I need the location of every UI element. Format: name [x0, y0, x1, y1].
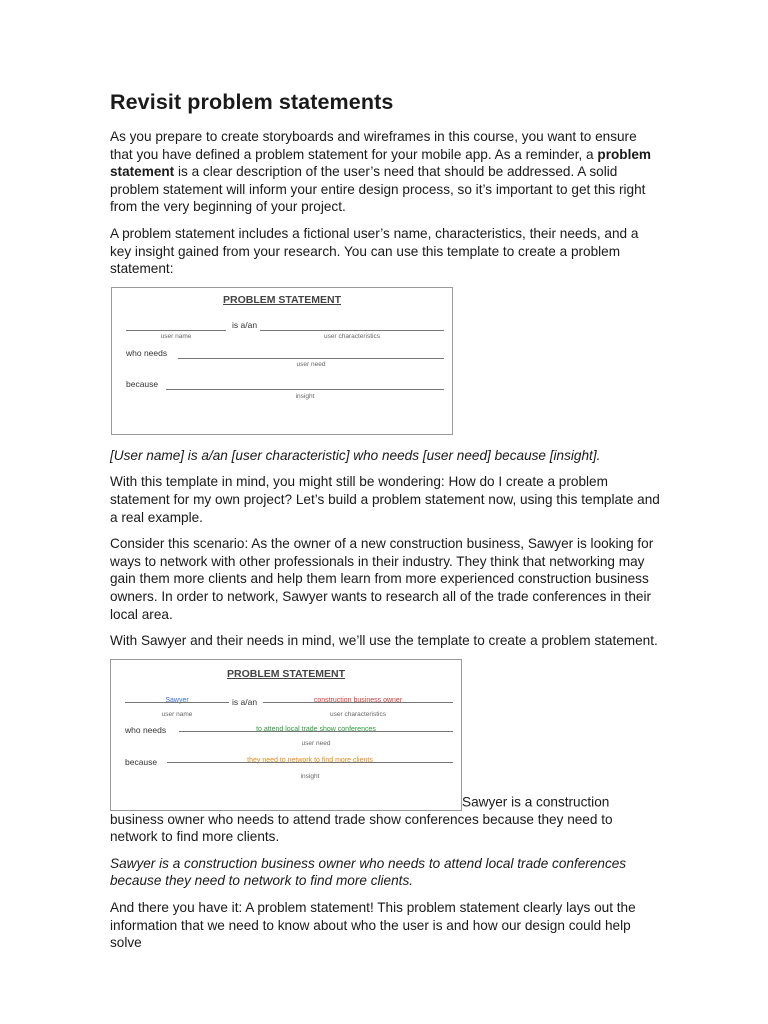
example-figure-title: PROBLEM STATEMENT — [226, 667, 346, 680]
problem-statement-example-figure — [110, 659, 462, 811]
is-a-label: is a/an — [232, 319, 258, 330]
sawyer-intro-paragraph: With Sawyer and their needs in mind, we’ll use the template to create a problem statement. — [110, 633, 658, 649]
example-characteristic-line — [263, 702, 453, 703]
example-user-characteristic: construction business owner — [313, 696, 403, 704]
user-need-blank — [178, 358, 444, 359]
example-user-name: Sawyer — [165, 696, 189, 704]
because-label: because — [126, 378, 159, 389]
example-user-name-caption: user name — [161, 710, 193, 718]
template-intro-paragraph: A problem statement includes a fictional user’s name, characteristics, their needs, and a key insight gained from your research. You can use this template to create a problem statement: — [110, 225, 639, 277]
conclusion-paragraph: And there you have it: A problem statement! This problem statement clearly lays out the information that we need to know about who the user is and how our design could help solve — [110, 900, 636, 951]
example-because-label: because — [125, 756, 158, 767]
example-need-line — [179, 731, 453, 732]
problem-statement-template-figure — [111, 287, 453, 435]
example-user-name-line — [125, 702, 229, 703]
insight-blank — [166, 389, 444, 390]
example-block — [110, 659, 662, 846]
template-followup-paragraph: With this template in mind, you might still be wondering: How do I create a problem statement for my own project? Let’s build a problem statement now, using this template and a real example. — [110, 474, 660, 525]
user-characteristics-blank — [260, 330, 444, 331]
intro-paragraph — [110, 128, 662, 216]
example-user-need-caption: user need — [301, 739, 331, 747]
intro-text-bold: problem statement — [110, 146, 652, 180]
example-sentence: Sawyer is a construction business owner who needs to attend local trade conferences because they need to network to find more clients. — [110, 855, 627, 889]
example-caption: Sawyer is a construction business owner who needs to attend trade show conferences because they need to network to find more clients. — [110, 794, 613, 845]
who-needs-label: who needs — [126, 347, 168, 358]
example-is-a-label: is a/an — [232, 696, 258, 707]
user-need-caption: user need — [296, 360, 326, 368]
intro-text-c: is a clear description of the user’s need that should be addressed. A solid problem statement will inform your entire design process, so it’s important to get this right from the very beginning of your project. — [110, 164, 646, 215]
intro-text-a: As you prepare to create storyboards and wireframes in this course, you want to ensure that you have defined a problem statement for your mobile app. As a reminder, a — [110, 129, 637, 162]
user-characteristics-caption: user characteristics — [324, 332, 380, 340]
template-sentence: [User name] is a/an [user characteristic] who needs [user need] because [insight]. — [110, 447, 601, 463]
document-body — [110, 90, 662, 961]
page-title: Revisit problem statements — [110, 90, 394, 114]
example-insight-caption: insight — [300, 772, 320, 780]
example-insight-line — [167, 762, 453, 763]
template-figure-title: PROBLEM STATEMENT — [222, 293, 342, 306]
example-characteristics-caption: user characteristics — [330, 710, 386, 718]
example-who-needs-label: who needs — [125, 724, 167, 735]
user-name-caption: user name — [160, 332, 192, 340]
user-name-blank — [126, 330, 226, 331]
insight-caption: insight — [295, 392, 315, 400]
example-user-need: to attend local trade show conferences — [256, 725, 376, 733]
scenario-paragraph: Consider this scenario: As the owner of a new construction business, Sawyer is looking for ways to network with other professionals in their industry. They think that networking may gain them more clients and help them learn from more experienced construction business owners. In order to network, Sawyer wants to research all of the trade conferences in their local area. — [110, 536, 654, 622]
example-insight: they need to network to find more clients — [247, 756, 373, 764]
